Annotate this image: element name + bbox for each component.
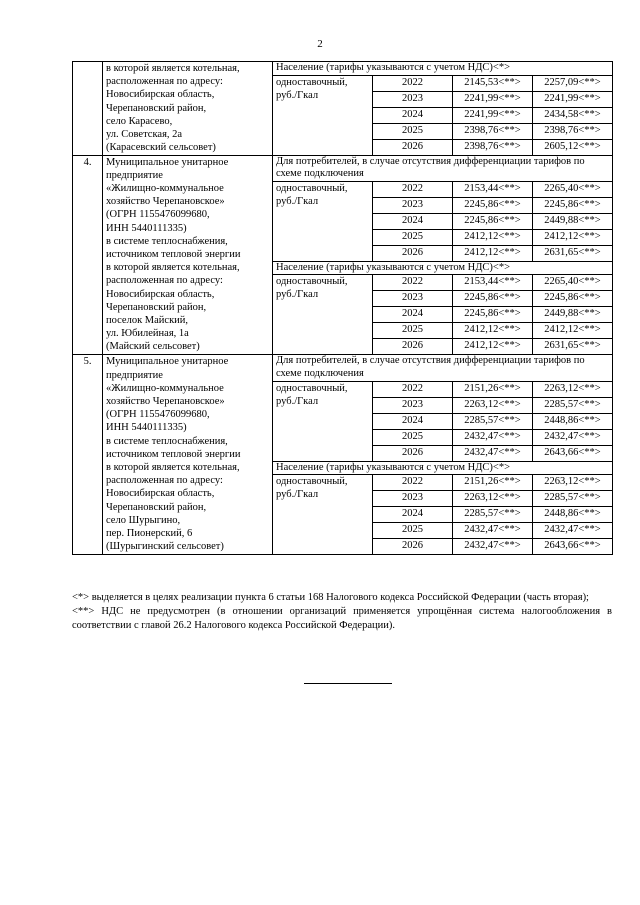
organization-line: ул. Советская, 2а bbox=[106, 129, 183, 141]
tariff-year: 2026 bbox=[373, 245, 453, 261]
tariff-second-half: 2265,40<**> bbox=[533, 275, 613, 291]
tariff-year: 2023 bbox=[373, 197, 453, 213]
tariff-first-half: 2245,86<**> bbox=[453, 291, 533, 307]
consumer-category: Население (тарифы указываются с учетом НДС)<*> bbox=[273, 62, 613, 76]
organization-line: источником тепловой энергии bbox=[106, 448, 241, 460]
tariff-second-half: 2263,12<**> bbox=[533, 381, 613, 397]
organization-line: (ОГРН 1155476099680, bbox=[106, 409, 210, 421]
tariff-year: 2022 bbox=[373, 275, 453, 291]
closing-rule bbox=[304, 683, 392, 684]
consumer-category: Население (тарифы указываются с учетом НДС)<*> bbox=[273, 461, 613, 475]
tariff-first-half: 2412,12<**> bbox=[453, 323, 533, 339]
tariff-unit: одноставочный, руб./Гкал bbox=[273, 275, 373, 355]
tariff-unit: одноставочный, руб./Гкал bbox=[273, 475, 373, 555]
organization-line: предприятие bbox=[106, 369, 163, 381]
tariff-year: 2025 bbox=[373, 323, 453, 339]
tariff-second-half: 2643,66<**> bbox=[533, 445, 613, 461]
consumer-category: Для потребителей, в случае отсутствия дифференциации тарифов по схеме подключения bbox=[273, 155, 613, 181]
tariff-first-half: 2245,86<**> bbox=[453, 197, 533, 213]
tariff-second-half: 2448,86<**> bbox=[533, 413, 613, 429]
organization-line: село Шурыгино, bbox=[106, 514, 181, 526]
tariff-second-half: 2432,47<**> bbox=[533, 523, 613, 539]
tariff-table bbox=[72, 61, 613, 555]
tariff-second-half: 2257,09<**> bbox=[533, 75, 613, 91]
tariff-year: 2022 bbox=[373, 381, 453, 397]
tariff-year: 2024 bbox=[373, 413, 453, 429]
organization-line: ИНН 5440111335) bbox=[106, 422, 187, 434]
tariff-unit: одноставочный, руб./Гкал bbox=[273, 381, 373, 461]
footnote-vat-included: <*> выделяется в целях реализации пункта 6 статьи 168 Налогового кодекса Российской Федерации (часть вторая); bbox=[72, 592, 589, 603]
tariff-second-half: 2265,40<**> bbox=[533, 181, 613, 197]
organization-line: поселок Майский, bbox=[106, 315, 189, 327]
organization-line: расположенная по адресу: bbox=[106, 76, 223, 88]
organization-line: село Карасево, bbox=[106, 115, 173, 127]
organization-line: ул. Юбилейная, 1а bbox=[106, 328, 189, 340]
organization-line: Муниципальное унитарное bbox=[106, 156, 229, 168]
tariff-second-half: 2245,86<**> bbox=[533, 291, 613, 307]
tariff-year: 2025 bbox=[373, 429, 453, 445]
organization-line: (ОГРН 1155476099680, bbox=[106, 209, 210, 221]
tariff-second-half: 2631,65<**> bbox=[533, 339, 613, 355]
category-row bbox=[73, 355, 613, 381]
tariff-second-half: 2245,86<**> bbox=[533, 197, 613, 213]
tariff-second-half: 2398,76<**> bbox=[533, 123, 613, 139]
tariff-first-half: 2398,76<**> bbox=[453, 139, 533, 155]
tariff-first-half: 2241,99<**> bbox=[453, 107, 533, 123]
row-number bbox=[73, 62, 103, 156]
organization-cell bbox=[103, 155, 273, 355]
tariff-first-half: 2285,57<**> bbox=[453, 413, 533, 429]
tariff-first-half: 2241,99<**> bbox=[453, 91, 533, 107]
tariff-first-half: 2398,76<**> bbox=[453, 123, 533, 139]
organization-line: «Жилищно-коммунальное bbox=[106, 382, 224, 394]
tariff-first-half: 2432,47<**> bbox=[453, 539, 533, 555]
tariff-year: 2022 bbox=[373, 475, 453, 491]
tariff-second-half: 2448,86<**> bbox=[533, 507, 613, 523]
organization-line: в которой является котельная, bbox=[106, 63, 240, 74]
tariff-second-half: 2449,88<**> bbox=[533, 213, 613, 229]
category-row bbox=[73, 155, 613, 181]
organization-line: предприятие bbox=[106, 169, 163, 181]
tariff-year: 2025 bbox=[373, 229, 453, 245]
organization-line: (Шурыгинский сельсовет) bbox=[106, 541, 224, 553]
tariff-first-half: 2285,57<**> bbox=[453, 507, 533, 523]
organization-line: «Жилищно-коммунальное bbox=[106, 183, 224, 194]
tariff-first-half: 2153,44<**> bbox=[453, 275, 533, 291]
organization-cell bbox=[103, 62, 273, 156]
tariff-year: 2022 bbox=[373, 75, 453, 91]
tariff-second-half: 2605,12<**> bbox=[533, 139, 613, 155]
tariff-year: 2025 bbox=[373, 123, 453, 139]
organization-cell bbox=[103, 355, 273, 555]
tariff-first-half: 2412,12<**> bbox=[453, 245, 533, 261]
tariff-year: 2024 bbox=[373, 307, 453, 323]
organization-line: Новосибирская область, bbox=[106, 488, 215, 500]
organization-line: Черепановский район, bbox=[106, 102, 207, 114]
tariff-first-half: 2432,47<**> bbox=[453, 445, 533, 461]
tariff-second-half: 2434,58<**> bbox=[533, 107, 613, 123]
tariff-first-half: 2245,86<**> bbox=[453, 213, 533, 229]
tariff-first-half: 2151,26<**> bbox=[453, 381, 533, 397]
row-number: 5. bbox=[73, 355, 103, 555]
tariff-second-half: 2285,57<**> bbox=[533, 491, 613, 507]
tariff-second-half: 2263,12<**> bbox=[533, 475, 613, 491]
organization-line: Муниципальное унитарное bbox=[106, 356, 229, 368]
consumer-category: Для потребителей, в случае отсутствия дифференциации тарифов по схеме подключения bbox=[273, 355, 613, 381]
organization-line: в системе теплоснабжения, bbox=[106, 435, 228, 447]
tariff-first-half: 2145,53<**> bbox=[453, 75, 533, 91]
tariff-year: 2023 bbox=[373, 397, 453, 413]
organization-line: пер. Пионерский, 6 bbox=[106, 528, 193, 540]
tariff-year: 2023 bbox=[373, 291, 453, 307]
tariff-year: 2026 bbox=[373, 339, 453, 355]
organization-line: в которой является котельная, bbox=[106, 462, 240, 473]
organization-line: источником тепловой энергии bbox=[106, 249, 241, 261]
tariff-year: 2026 bbox=[373, 139, 453, 155]
organization-line: хозяйство Черепановское» bbox=[106, 196, 225, 208]
tariff-first-half: 2412,12<**> bbox=[453, 339, 533, 355]
footnotes bbox=[72, 591, 612, 633]
tariff-first-half: 2151,26<**> bbox=[453, 475, 533, 491]
organization-line: (Карасевский сельсовет) bbox=[106, 142, 216, 154]
tariff-unit: одноставочный, руб./Гкал bbox=[273, 75, 373, 155]
tariff-second-half: 2412,12<**> bbox=[533, 323, 613, 339]
tariff-first-half: 2432,47<**> bbox=[453, 429, 533, 445]
tariff-year: 2024 bbox=[373, 213, 453, 229]
tariff-first-half: 2263,12<**> bbox=[453, 397, 533, 413]
organization-line: расположенная по адресу: bbox=[106, 275, 223, 287]
tariff-year: 2024 bbox=[373, 107, 453, 123]
tariff-first-half: 2263,12<**> bbox=[453, 491, 533, 507]
tariff-second-half: 2449,88<**> bbox=[533, 307, 613, 323]
organization-line: (Майский сельсовет) bbox=[106, 341, 200, 353]
tariff-year: 2025 bbox=[373, 523, 453, 539]
row-number: 4. bbox=[73, 155, 103, 355]
organization-line: Черепановский район, bbox=[106, 501, 207, 513]
organization-line: Черепановский район, bbox=[106, 301, 207, 313]
tariff-first-half: 2432,47<**> bbox=[453, 523, 533, 539]
tariff-second-half: 2432,47<**> bbox=[533, 429, 613, 445]
tariff-first-half: 2153,44<**> bbox=[453, 181, 533, 197]
organization-line: в которой является котельная, bbox=[106, 262, 240, 274]
tariff-first-half: 2412,12<**> bbox=[453, 229, 533, 245]
organization-line: Новосибирская область, bbox=[106, 89, 215, 101]
tariff-unit: одноставочный, руб./Гкал bbox=[273, 181, 373, 261]
footnote-vat-not-applied: <**> НДС не предусмотрен (в отношении организаций применяется упрощённая система налогообложения в соответствии с главой 26.2 Налогового кодекса Российской Федерации). bbox=[72, 606, 612, 631]
tariff-first-half: 2245,86<**> bbox=[453, 307, 533, 323]
organization-line: Новосибирская область, bbox=[106, 288, 215, 300]
category-row bbox=[73, 62, 613, 76]
tariff-year: 2026 bbox=[373, 445, 453, 461]
tariff-second-half: 2285,57<**> bbox=[533, 397, 613, 413]
tariff-year: 2024 bbox=[373, 507, 453, 523]
page-number: 2 bbox=[317, 38, 323, 50]
organization-line: в системе теплоснабжения, bbox=[106, 235, 228, 247]
organization-line: расположенная по адресу: bbox=[106, 475, 223, 487]
tariff-year: 2022 bbox=[373, 181, 453, 197]
tariff-second-half: 2643,66<**> bbox=[533, 539, 613, 555]
tariff-second-half: 2631,65<**> bbox=[533, 245, 613, 261]
tariff-year: 2023 bbox=[373, 91, 453, 107]
tariff-year: 2023 bbox=[373, 491, 453, 507]
organization-line: ИНН 5440111335) bbox=[106, 222, 187, 234]
organization-line: хозяйство Черепановское» bbox=[106, 395, 225, 407]
tariff-second-half: 2412,12<**> bbox=[533, 229, 613, 245]
tariff-year: 2026 bbox=[373, 539, 453, 555]
tariff-second-half: 2241,99<**> bbox=[533, 91, 613, 107]
consumer-category: Население (тарифы указываются с учетом НДС)<*> bbox=[273, 261, 613, 275]
